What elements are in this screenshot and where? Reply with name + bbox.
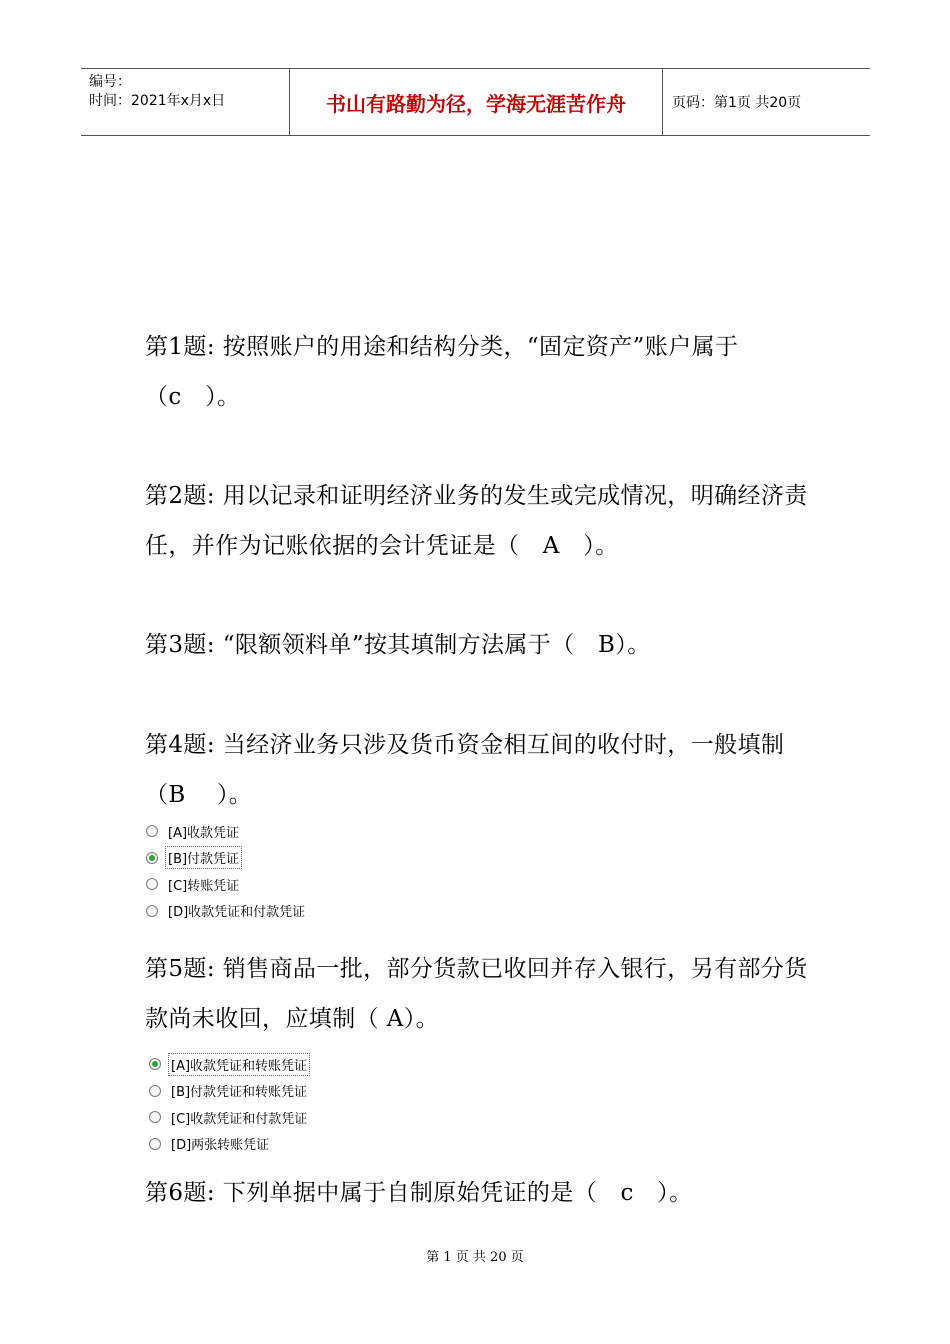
time-label: 时间：2021年x月x日	[89, 93, 226, 109]
radio-unchecked-icon[interactable]	[146, 905, 158, 917]
radio-unchecked-icon[interactable]	[149, 1138, 161, 1150]
option-label[interactable]: [B]付款凭证	[165, 846, 242, 869]
question-4-options	[146, 818, 308, 924]
option-label[interactable]: [B]付款凭证和转账凭证	[171, 1085, 308, 1101]
option-label[interactable]: [A]收款凭证和转账凭证	[168, 1053, 310, 1076]
radio-checked-icon[interactable]	[146, 852, 158, 864]
radio-unchecked-icon[interactable]	[149, 1111, 161, 1123]
question-5: 第5题: 销售商品一批，部分货款已收回并存入银行，另有部分货款尚未收回，应填制（ A）。	[145, 956, 808, 1032]
header-page-info: 页码：第1页 共20页	[663, 69, 871, 136]
question-4: 第4题: 当经济业务只涉及货币资金相互间的收付时，一般填制（B ）。	[145, 732, 785, 808]
option-label[interactable]: [C]转账凭证	[168, 878, 240, 894]
option-d[interactable]	[146, 898, 308, 925]
option-d[interactable]	[149, 1131, 310, 1158]
option-b[interactable]	[146, 845, 308, 872]
header-motto: 书山有路勤为径，学海无涯苦作舟	[290, 69, 663, 136]
option-a[interactable]	[149, 1051, 310, 1078]
page-footer: 第 1 页 共 20 页	[426, 1250, 524, 1265]
option-label[interactable]: [C]收款凭证和付款凭证	[171, 1111, 308, 1127]
number-label: 编号：	[89, 74, 131, 90]
option-b[interactable]	[149, 1078, 310, 1105]
question-5-options	[149, 1051, 310, 1157]
page-header	[81, 68, 870, 136]
radio-checked-icon[interactable]	[149, 1058, 161, 1070]
option-label[interactable]: [D]两张转账凭证	[171, 1138, 270, 1154]
radio-unchecked-icon[interactable]	[149, 1085, 161, 1097]
question-6: 第6题: 下列单据中属于自制原始凭证的是（ c ）。	[145, 1180, 693, 1206]
header-meta	[81, 69, 290, 136]
option-label[interactable]: [A]收款凭证	[168, 825, 240, 841]
radio-unchecked-icon[interactable]	[146, 825, 158, 837]
radio-unchecked-icon[interactable]	[146, 878, 158, 890]
question-2: 第2题: 用以记录和证明经济业务的发生或完成情况，明确经济责任，并作为记账依据的会计凭证是（ A ）。	[145, 483, 808, 559]
question-3: 第3题: “限额领料单”按其填制方法属于（ B）。	[145, 632, 651, 658]
option-c[interactable]	[149, 1104, 310, 1131]
question-1: 第1题: 按照账户的用途和结构分类，“固定资产”账户属于（c ）。	[145, 334, 739, 410]
option-c[interactable]	[146, 871, 308, 898]
option-a[interactable]	[146, 818, 308, 845]
option-label[interactable]: [D]收款凭证和付款凭证	[168, 905, 306, 921]
